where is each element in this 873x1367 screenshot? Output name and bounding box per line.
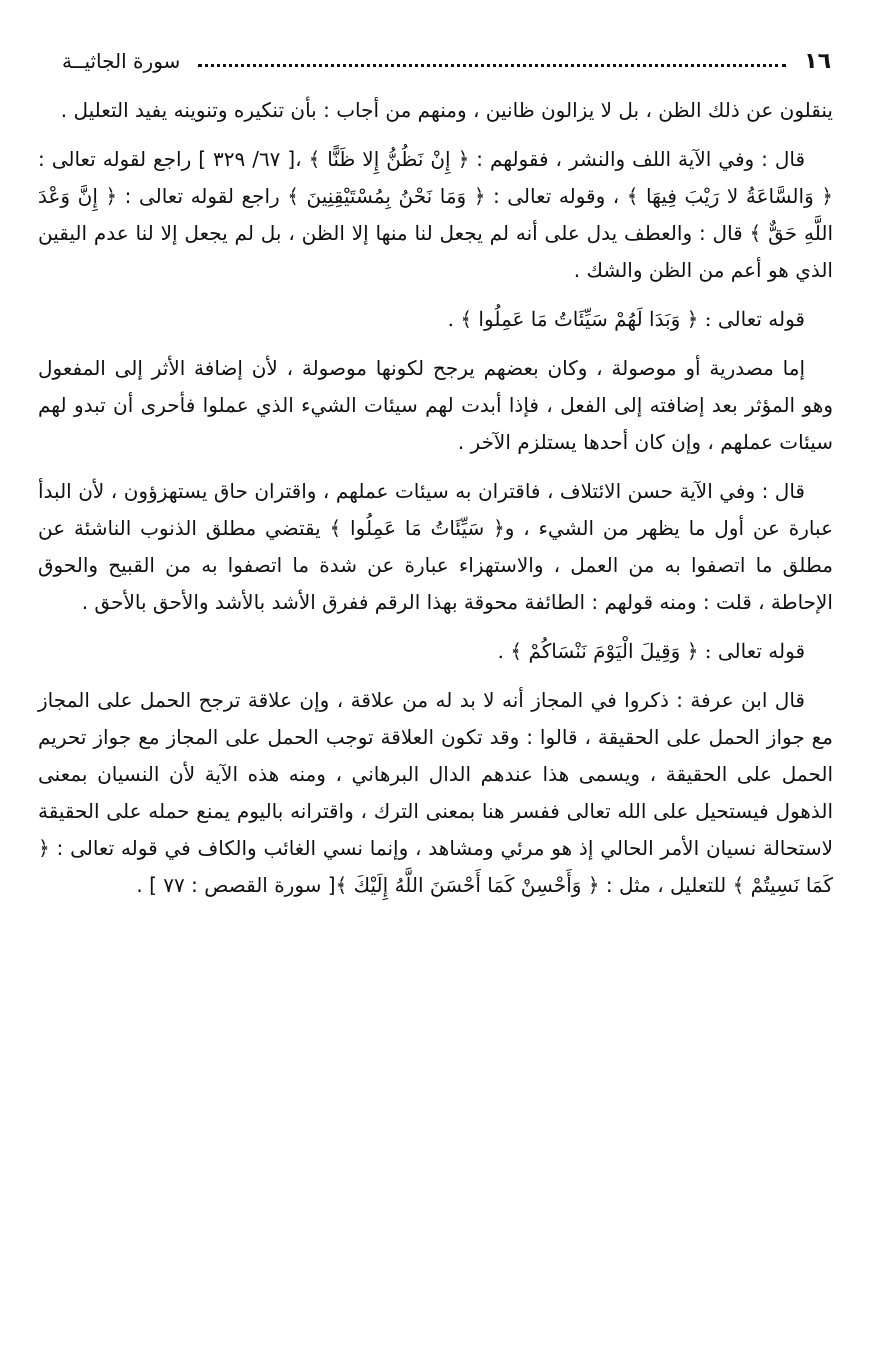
surah-title: سورة الجاثيــة [62, 49, 181, 73]
header-dotted-leader [198, 64, 786, 67]
paragraph: قال : وفي الآية اللف والنشر ، فقولهم : ﴿ إِنْ نَظُنُّ إِلا ظَنًّا ﴾ ،[ ٦٧/ ٣٢٩ ] راجع لقوله تعالى : ﴿ وَالسَّاعَةُ لا رَيْبَ فِيهَا ﴾ ، وقوله تعالى : ﴿ وَمَا نَحْنُ بِمُسْتَيْقِنِينَ ﴾ راجع لقوله تعالى : ﴿ إِنَّ وَعْدَ اللَّهِ حَقٌّ ﴾ قال : والعطف يدل على أنه لم يجعل لنا منها إلا الظن ، بل لم يجعل إلا لنا عدم اليقين الذي هو أعم من الظن والشك . [38, 147, 833, 282]
verse-heading: قوله تعالى : ﴿ وَقِيلَ الْيَوْمَ نَنْسَاكُمْ ﴾ . [497, 639, 805, 663]
page-body [38, 92, 833, 916]
verse-heading: قوله تعالى : ﴿ وَبَدَا لَهُمْ سَيِّئَاتُ مَا عَمِلُوا ﴾ . [447, 307, 805, 331]
page-number: ١٦ [804, 48, 831, 74]
running-header [62, 44, 831, 78]
paragraph: قال : وفي الآية حسن الائتلاف ، فاقتران به سيئات عملهم ، واقتران حاق يستهزؤون ، لأن البدأ عبارة عن أول ما يظهر من الشيء ، و﴿ سَيِّئَاتُ مَا عَمِلُوا ﴾ يقتضي مطلق الذنوب الناشئة عن مطلق ما اتصفوا به من العمل ، والاستهزاء عبارة عن شدة ما اتصفوا به من القبيح والحوق الإحاطة ، قلت : ومنه قولهم : الطائفة محوقة بهذا الرقم ففرق الأشد بالأشد والأحق بالأحق . [38, 479, 833, 614]
paragraph: قال ابن عرفة : ذكروا في المجاز أنه لا بد له من علاقة ، وإن علاقة ترجح الحمل على المجاز مع جواز الحمل على الحقيقة ، قالوا : وقد تكون العلاقة توجب الحمل على المجاز مع جواز تحريم الحمل على الحقيقة ، ويسمى هذا عندهم الدال البرهاني ، ومنه هذه الآية لأن النسيان بمعنى الذهول فيستحيل على الله تعالى ففسر هنا بمعنى الترك ، واقترانه باليوم يمنع حمله على الحقيقة لاستحالة نسيان الأمر الحالي إذ هو مرئي ومشاهد ، وإنما نسي الغائب والكاف في قوله تعالى : ﴿ كَمَا نَسِيتُمْ ﴾ للتعليل ، مثل : ﴿ وَأَحْسِنْ كَمَا أَحْسَنَ اللَّهُ إِلَيْكَ ﴾[ سورة القصص : ٧٧ ] . [38, 688, 833, 897]
paragraph: ينقلون عن ذلك الظن ، بل لا يزالون ظانين ، ومنهم من أجاب : بأن تنكيره وتنوينه يفيد التعليل . [60, 98, 833, 122]
paragraph: إما مصدرية أو موصولة ، وكان بعضهم يرجح لكونها موصولة ، لأن إضافة الأثر إلى المفعول وهو المؤثر بعد إضافته إلى الفعل ، فإذا أبدت لهم سيئات الشيء الذي عملوا فأحرى أن تبدو لهم سيئات عملهم ، وإن كان أحدها يستلزم الآخر . [38, 356, 833, 454]
